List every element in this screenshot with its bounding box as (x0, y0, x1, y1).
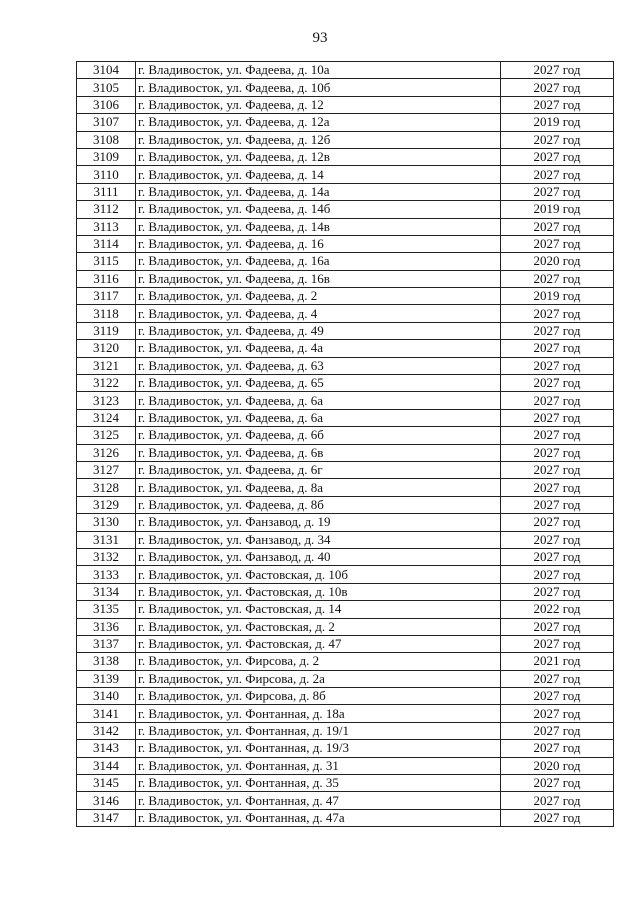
table-row (77, 583, 614, 600)
row-number-cell: 3130 (77, 514, 136, 531)
address-cell: г. Владивосток, ул. Фадеева, д. 6б (136, 427, 501, 444)
table-row (77, 62, 614, 79)
address-cell: г. Владивосток, ул. Фонтанная, д. 35 (136, 775, 501, 792)
table-row (77, 253, 614, 270)
address-cell: г. Владивосток, ул. Фадеева, д. 12а (136, 114, 501, 131)
row-number-cell: 3107 (77, 114, 136, 131)
year-cell: 2027 год (501, 740, 614, 757)
table-row (77, 79, 614, 96)
table-row (77, 479, 614, 496)
table-row (77, 131, 614, 148)
address-cell: г. Владивосток, ул. Фадеева, д. 12б (136, 131, 501, 148)
table-row (77, 148, 614, 165)
year-cell: 2027 год (501, 444, 614, 461)
year-cell: 2020 год (501, 253, 614, 270)
address-cell: г. Владивосток, ул. Фастовская, д. 2 (136, 618, 501, 635)
table-row (77, 809, 614, 826)
row-number-cell: 3111 (77, 183, 136, 200)
row-number-cell: 3113 (77, 218, 136, 235)
row-number-cell: 3114 (77, 235, 136, 252)
address-cell: г. Владивосток, ул. Фирсова, д. 2а (136, 670, 501, 687)
row-number-cell: 3109 (77, 148, 136, 165)
year-cell: 2027 год (501, 183, 614, 200)
row-number-cell: 3115 (77, 253, 136, 270)
table-row (77, 618, 614, 635)
row-number-cell: 3106 (77, 96, 136, 113)
table-row (77, 461, 614, 478)
year-cell: 2027 год (501, 218, 614, 235)
row-number-cell: 3127 (77, 461, 136, 478)
row-number-cell: 3116 (77, 270, 136, 287)
year-cell: 2027 год (501, 583, 614, 600)
address-cell: г. Владивосток, ул. Фастовская, д. 10б (136, 566, 501, 583)
address-cell: г. Владивосток, ул. Фадеева, д. 16в (136, 270, 501, 287)
address-cell: г. Владивосток, ул. Фадеева, д. 10а (136, 62, 501, 79)
address-cell: г. Владивосток, ул. Фадеева, д. 2 (136, 288, 501, 305)
address-cell: г. Владивосток, ул. Фадеева, д. 14а (136, 183, 501, 200)
table-row (77, 566, 614, 583)
address-cell: г. Владивосток, ул. Фирсова, д. 2 (136, 653, 501, 670)
row-number-cell: 3144 (77, 757, 136, 774)
table-row (77, 357, 614, 374)
year-cell: 2027 год (501, 235, 614, 252)
row-number-cell: 3119 (77, 322, 136, 339)
year-cell: 2019 год (501, 201, 614, 218)
row-number-cell: 3122 (77, 375, 136, 392)
table-row (77, 270, 614, 287)
row-number-cell: 3112 (77, 201, 136, 218)
address-cell: г. Владивосток, ул. Фонтанная, д. 19/1 (136, 722, 501, 739)
year-cell: 2027 год (501, 270, 614, 287)
row-number-cell: 3138 (77, 653, 136, 670)
table-row (77, 757, 614, 774)
year-cell: 2027 год (501, 514, 614, 531)
year-cell: 2027 год (501, 148, 614, 165)
year-cell: 2027 год (501, 131, 614, 148)
row-number-cell: 3131 (77, 531, 136, 548)
table-row (77, 444, 614, 461)
row-number-cell: 3134 (77, 583, 136, 600)
year-cell: 2027 год (501, 809, 614, 826)
year-cell: 2027 год (501, 566, 614, 583)
year-cell: 2027 год (501, 792, 614, 809)
table-row (77, 792, 614, 809)
table-row (77, 166, 614, 183)
table-row (77, 601, 614, 618)
year-cell: 2022 год (501, 601, 614, 618)
table-row (77, 96, 614, 113)
table-row (77, 653, 614, 670)
address-cell: г. Владивосток, ул. Фонтанная, д. 47 (136, 792, 501, 809)
year-cell: 2027 год (501, 79, 614, 96)
address-cell: г. Владивосток, ул. Фадеева, д. 49 (136, 322, 501, 339)
address-cell: г. Владивосток, ул. Фадеева, д. 14 (136, 166, 501, 183)
table-row (77, 183, 614, 200)
row-number-cell: 3143 (77, 740, 136, 757)
address-cell: г. Владивосток, ул. Фанзавод, д. 34 (136, 531, 501, 548)
row-number-cell: 3141 (77, 705, 136, 722)
address-cell: г. Владивосток, ул. Фадеева, д. 6а (136, 409, 501, 426)
table-row (77, 427, 614, 444)
year-cell: 2027 год (501, 340, 614, 357)
row-number-cell: 3133 (77, 566, 136, 583)
row-number-cell: 3104 (77, 62, 136, 79)
row-number-cell: 3128 (77, 479, 136, 496)
address-cell: г. Владивосток, ул. Фонтанная, д. 18а (136, 705, 501, 722)
row-number-cell: 3147 (77, 809, 136, 826)
address-cell: г. Владивосток, ул. Фадеева, д. 10б (136, 79, 501, 96)
address-cell: г. Владивосток, ул. Фонтанная, д. 31 (136, 757, 501, 774)
address-cell: г. Владивосток, ул. Фадеева, д. 65 (136, 375, 501, 392)
year-cell: 2027 год (501, 722, 614, 739)
row-number-cell: 3117 (77, 288, 136, 305)
row-number-cell: 3123 (77, 392, 136, 409)
address-cell: г. Владивосток, ул. Фадеева, д. 6а (136, 392, 501, 409)
year-cell: 2027 год (501, 548, 614, 565)
address-cell: г. Владивосток, ул. Фадеева, д. 63 (136, 357, 501, 374)
year-cell: 2020 год (501, 757, 614, 774)
row-number-cell: 3124 (77, 409, 136, 426)
year-cell: 2021 год (501, 653, 614, 670)
registry-table-body (77, 62, 614, 827)
year-cell: 2027 год (501, 618, 614, 635)
row-number-cell: 3105 (77, 79, 136, 96)
table-row (77, 775, 614, 792)
table-row (77, 218, 614, 235)
year-cell: 2027 год (501, 409, 614, 426)
year-cell: 2027 год (501, 461, 614, 478)
year-cell: 2027 год (501, 357, 614, 374)
table-row (77, 322, 614, 339)
year-cell: 2027 год (501, 496, 614, 513)
row-number-cell: 3135 (77, 601, 136, 618)
address-cell: г. Владивосток, ул. Фастовская, д. 10в (136, 583, 501, 600)
year-cell: 2019 год (501, 114, 614, 131)
address-cell: г. Владивосток, ул. Фадеева, д. 8б (136, 496, 501, 513)
year-cell: 2027 год (501, 670, 614, 687)
table-row (77, 531, 614, 548)
table-row (77, 340, 614, 357)
table-row (77, 114, 614, 131)
registry-table (76, 61, 614, 827)
table-row (77, 705, 614, 722)
address-cell: г. Владивосток, ул. Фадеева, д. 14в (136, 218, 501, 235)
row-number-cell: 3136 (77, 618, 136, 635)
address-cell: г. Владивосток, ул. Фанзавод, д. 40 (136, 548, 501, 565)
address-cell: г. Владивосток, ул. Фастовская, д. 14 (136, 601, 501, 618)
year-cell: 2027 год (501, 479, 614, 496)
address-cell: г. Владивосток, ул. Фастовская, д. 47 (136, 635, 501, 652)
row-number-cell: 3108 (77, 131, 136, 148)
page-number: 93 (312, 30, 328, 46)
table-row (77, 722, 614, 739)
row-number-cell: 3142 (77, 722, 136, 739)
year-cell: 2027 год (501, 531, 614, 548)
address-cell: г. Владивосток, ул. Фадеева, д. 4а (136, 340, 501, 357)
address-cell: г. Владивосток, ул. Фадеева, д. 14б (136, 201, 501, 218)
year-cell: 2027 год (501, 166, 614, 183)
year-cell: 2027 год (501, 688, 614, 705)
row-number-cell: 3125 (77, 427, 136, 444)
address-cell: г. Владивосток, ул. Фадеева, д. 4 (136, 305, 501, 322)
year-cell: 2027 год (501, 305, 614, 322)
table-row (77, 496, 614, 513)
year-cell: 2027 год (501, 375, 614, 392)
year-cell: 2019 год (501, 288, 614, 305)
row-number-cell: 3126 (77, 444, 136, 461)
row-number-cell: 3140 (77, 688, 136, 705)
year-cell: 2027 год (501, 635, 614, 652)
row-number-cell: 3120 (77, 340, 136, 357)
table-row (77, 375, 614, 392)
address-cell: г. Владивосток, ул. Фадеева, д. 12 (136, 96, 501, 113)
table-row (77, 548, 614, 565)
row-number-cell: 3121 (77, 357, 136, 374)
address-cell: г. Владивосток, ул. Фанзавод, д. 19 (136, 514, 501, 531)
year-cell: 2027 год (501, 775, 614, 792)
table-row (77, 635, 614, 652)
address-cell: г. Владивосток, ул. Фадеева, д. 12в (136, 148, 501, 165)
table-row (77, 288, 614, 305)
address-cell: г. Владивосток, ул. Фадеева, д. 16 (136, 235, 501, 252)
year-cell: 2027 год (501, 705, 614, 722)
table-row (77, 740, 614, 757)
address-cell: г. Владивосток, ул. Фонтанная, д. 19/3 (136, 740, 501, 757)
year-cell: 2027 год (501, 392, 614, 409)
year-cell: 2027 год (501, 322, 614, 339)
row-number-cell: 3145 (77, 775, 136, 792)
year-cell: 2027 год (501, 427, 614, 444)
row-number-cell: 3132 (77, 548, 136, 565)
address-cell: г. Владивосток, ул. Фадеева, д. 16а (136, 253, 501, 270)
year-cell: 2027 год (501, 62, 614, 79)
row-number-cell: 3139 (77, 670, 136, 687)
address-cell: г. Владивосток, ул. Фадеева, д. 6в (136, 444, 501, 461)
table-row (77, 305, 614, 322)
table-row (77, 688, 614, 705)
address-cell: г. Владивосток, ул. Фадеева, д. 8а (136, 479, 501, 496)
row-number-cell: 3146 (77, 792, 136, 809)
table-row (77, 235, 614, 252)
year-cell: 2027 год (501, 96, 614, 113)
table-row (77, 514, 614, 531)
address-cell: г. Владивосток, ул. Фирсова, д. 8б (136, 688, 501, 705)
table-row (77, 392, 614, 409)
address-cell: г. Владивосток, ул. Фадеева, д. 6г (136, 461, 501, 478)
row-number-cell: 3110 (77, 166, 136, 183)
table-row (77, 409, 614, 426)
row-number-cell: 3129 (77, 496, 136, 513)
address-cell: г. Владивосток, ул. Фонтанная, д. 47а (136, 809, 501, 826)
table-row (77, 670, 614, 687)
table-row (77, 201, 614, 218)
row-number-cell: 3137 (77, 635, 136, 652)
row-number-cell: 3118 (77, 305, 136, 322)
